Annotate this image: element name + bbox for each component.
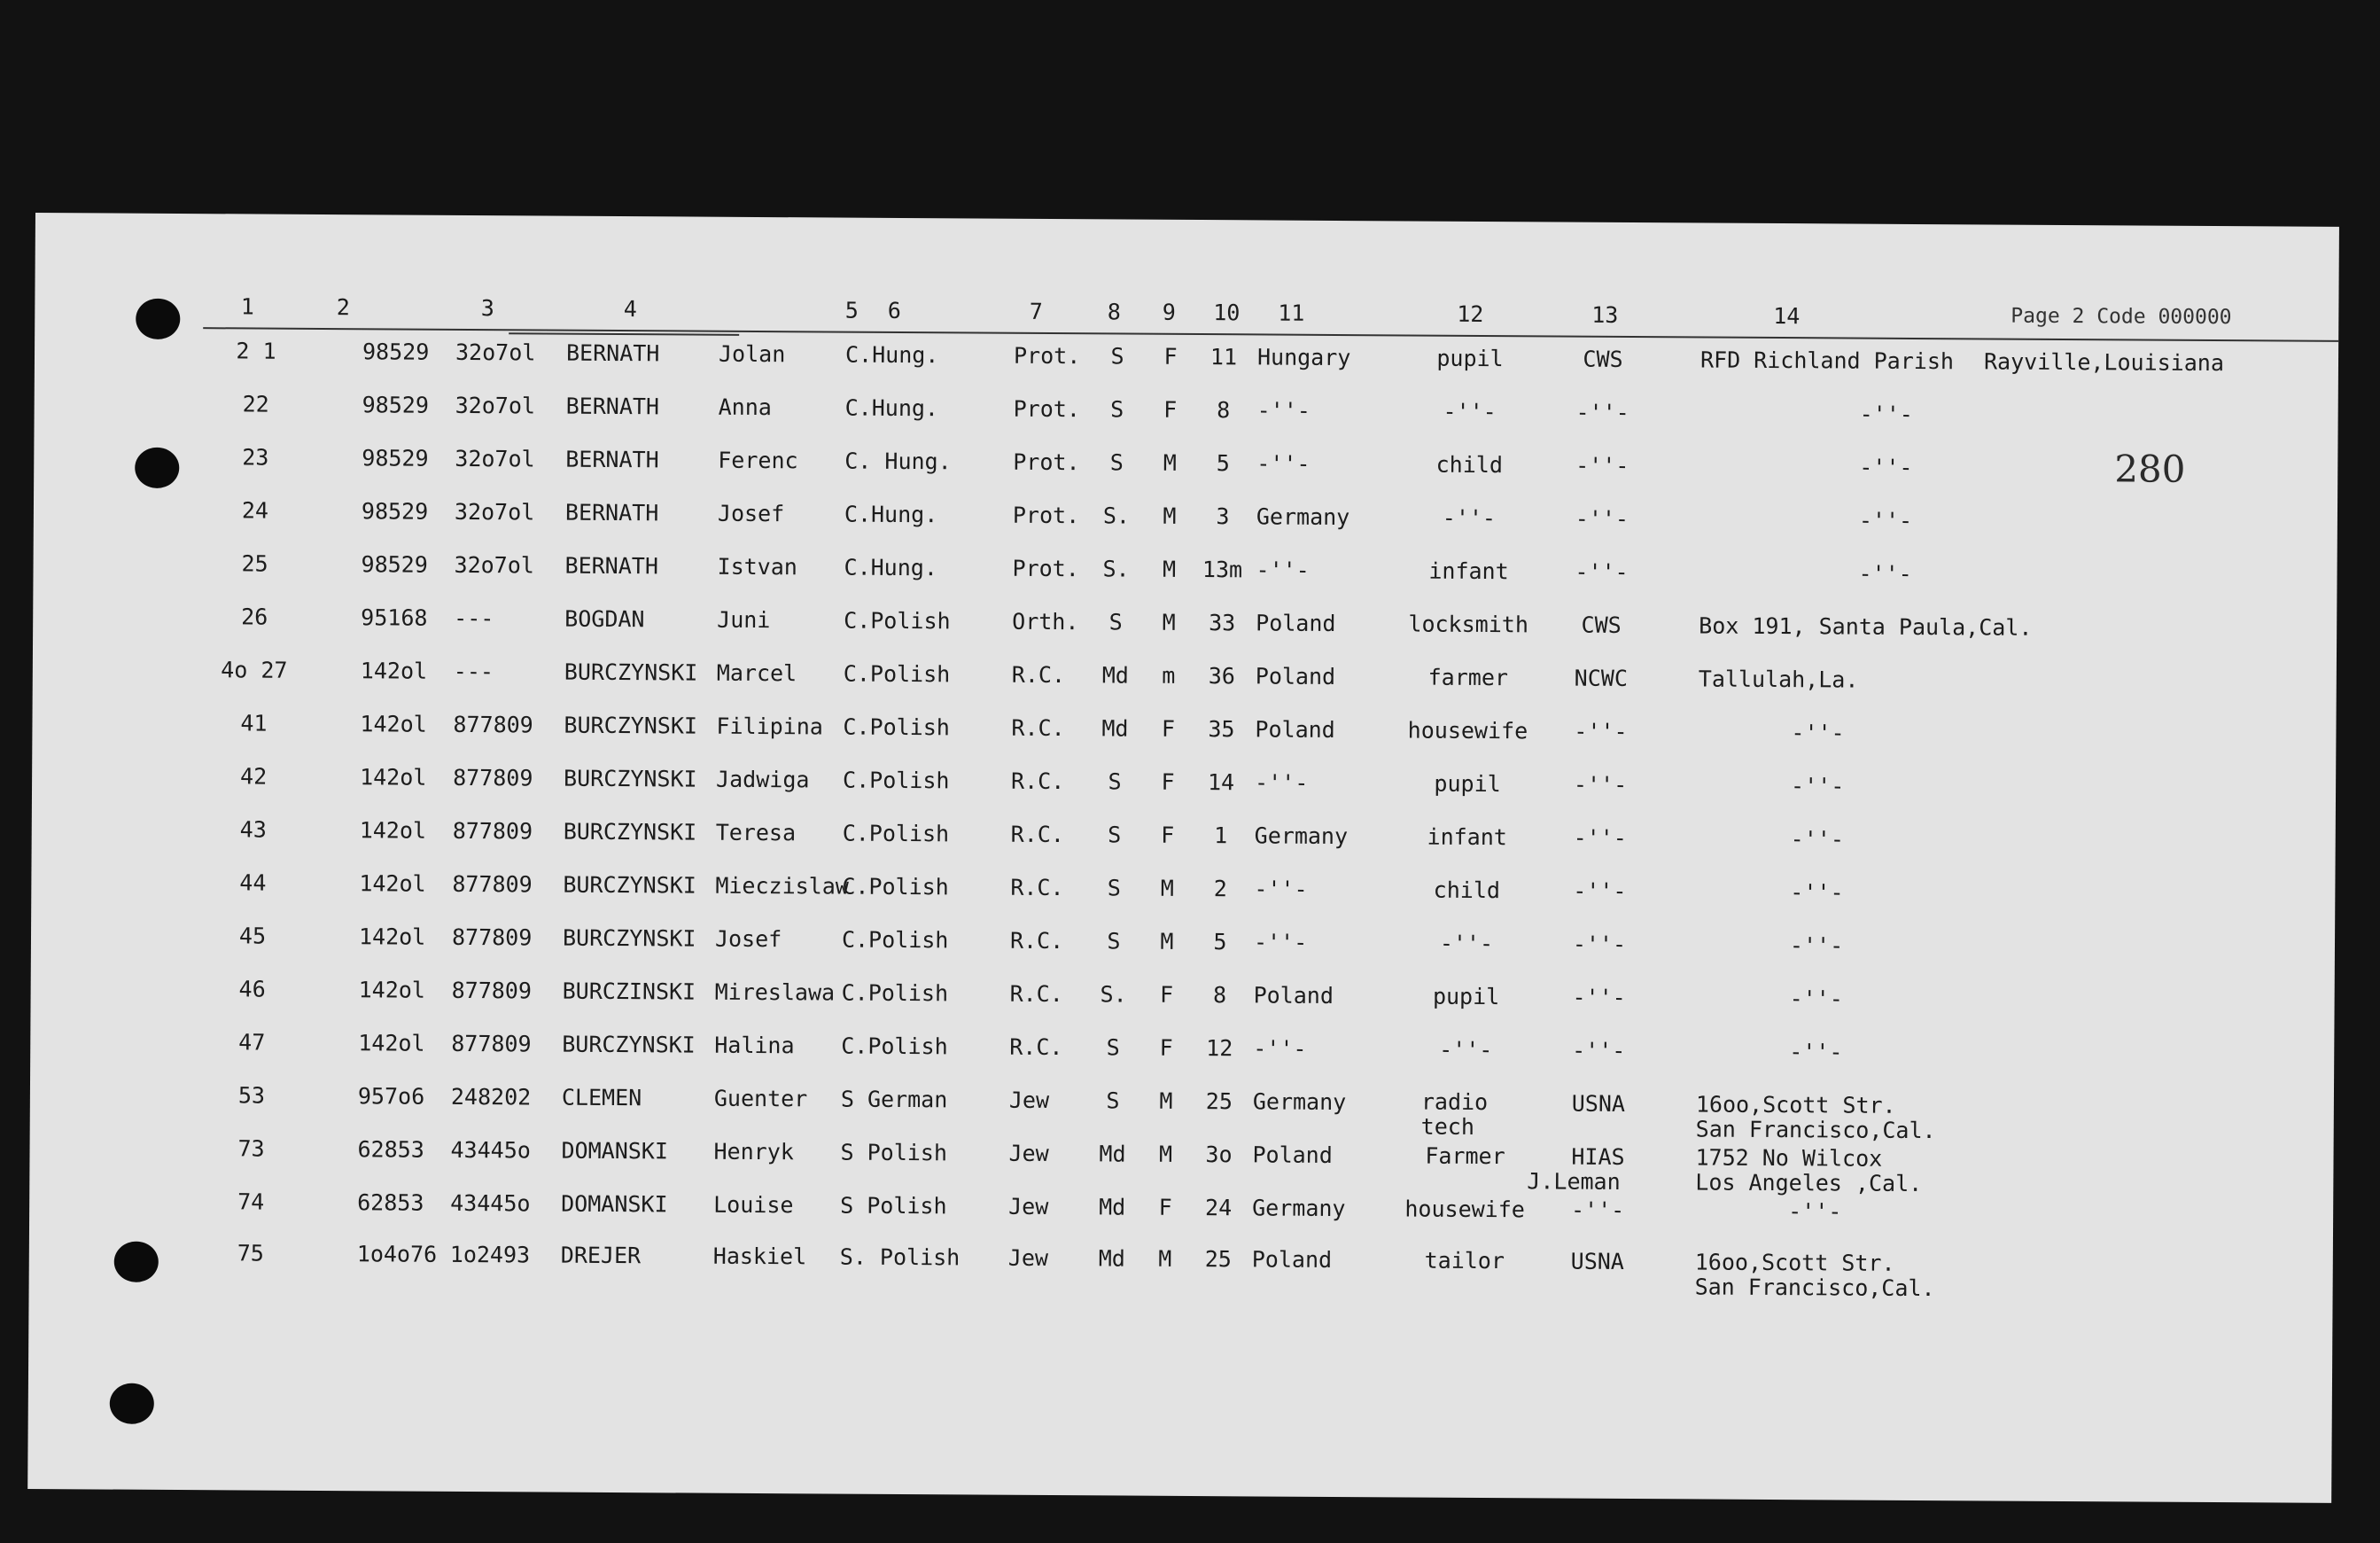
sex: F <box>1160 981 1174 1008</box>
given-name: Henryk <box>713 1138 794 1165</box>
marital-status: Md <box>1098 1245 1125 1272</box>
sex: F <box>1163 343 1178 370</box>
nationality: S German <box>840 1086 948 1113</box>
destination: -''- <box>1790 826 1845 853</box>
destination-extra: Rayville,Louisiana <box>1983 348 2225 377</box>
surname: BURCZYNSKI <box>563 818 697 846</box>
birth-country: Germany <box>1252 1195 1346 1222</box>
case-number: 95168 <box>361 604 428 631</box>
table-row <box>30 1028 2334 1092</box>
given-name: Josef <box>717 500 785 527</box>
birth-country: Poland <box>1252 1142 1333 1168</box>
given-name: Mieczislaw <box>715 872 849 900</box>
destination: Tallulah,La. <box>1698 666 1859 693</box>
age: 8 <box>1213 982 1227 1009</box>
birth-country: Germany <box>1256 503 1350 531</box>
nationality: C.Polish <box>841 1033 948 1060</box>
row-number: 24 <box>241 497 269 524</box>
age: 5 <box>1213 929 1227 955</box>
sex: F <box>1163 396 1178 423</box>
nationality: C.Hung. <box>844 554 938 581</box>
sex: m <box>1162 662 1176 689</box>
row-number: 42 <box>239 763 268 790</box>
destination: -''- <box>1858 507 1913 534</box>
religion: Jew <box>1008 1193 1049 1220</box>
surname: BERNATH <box>564 499 659 526</box>
sex: F <box>1161 768 1175 795</box>
surname: BURCZYNSKI <box>564 659 698 686</box>
column-number: 9 <box>1162 299 1176 325</box>
row-number: 2 1 <box>236 338 276 364</box>
age: 14 <box>1207 769 1235 796</box>
table-row <box>33 549 2337 613</box>
marital-status: S <box>1109 449 1124 476</box>
birth-country: -''- <box>1256 557 1310 583</box>
nationality: C.Polish <box>841 926 949 954</box>
occupation: child <box>1433 877 1501 904</box>
table-row <box>30 1081 2334 1145</box>
birth-country: Poland <box>1256 610 1336 636</box>
destination: Box 191, Santa Paula,Cal. <box>1699 612 2033 641</box>
document-number: 877809 <box>451 977 533 1004</box>
occupation: pupil <box>1436 345 1504 372</box>
document-number: 43445o <box>450 1189 531 1217</box>
religion: R.C. <box>1011 714 1065 742</box>
given-name: Mireslawa <box>714 978 836 1006</box>
given-name: Ferenc <box>718 447 798 474</box>
nationality: C.Polish <box>841 979 949 1007</box>
case-number: 142ol <box>360 711 427 737</box>
agency: -''- <box>1575 399 1629 425</box>
age: 35 <box>1208 716 1235 743</box>
birth-country: Germany <box>1254 822 1349 850</box>
religion: Orth. <box>1012 608 1079 635</box>
birth-country: -''- <box>1253 929 1308 955</box>
given-name: Marcel <box>716 659 797 687</box>
sex: M <box>1163 503 1177 529</box>
age: 5 <box>1216 450 1230 477</box>
surname: DOMANSKI <box>561 1190 668 1218</box>
sex: M <box>1158 1141 1173 1167</box>
occupation: tailor <box>1424 1247 1505 1274</box>
given-name: Filipina <box>716 713 823 740</box>
nationality: C.Polish <box>842 873 949 900</box>
table-row <box>29 1134 2333 1198</box>
column-number: 7 <box>1029 298 1043 324</box>
case-number: 98529 <box>362 339 430 365</box>
religion: Prot. <box>1013 448 1080 476</box>
birth-country: Poland <box>1251 1246 1333 1273</box>
table-row <box>35 337 2338 401</box>
punch-hole <box>136 299 180 339</box>
case-number: 98529 <box>362 392 430 418</box>
row-number: 45 <box>238 923 267 949</box>
row-number: 46 <box>238 976 266 1002</box>
religion: R.C. <box>1011 661 1066 689</box>
case-number: 142ol <box>359 817 427 844</box>
surname: BURCZYNSKI <box>563 871 696 899</box>
marital-status: S <box>1108 609 1123 635</box>
age: 33 <box>1209 610 1236 636</box>
case-number: 62853 <box>357 1189 424 1216</box>
column-number: 6 <box>887 297 901 323</box>
case-number: 98529 <box>361 551 428 578</box>
surname: BURCZYNSKI <box>564 765 697 792</box>
column-number: 4 <box>623 296 637 323</box>
table-row <box>31 869 2335 932</box>
age: 36 <box>1208 663 1235 690</box>
page-stamp-number: 280 <box>2114 447 2186 491</box>
table-row <box>34 443 2337 507</box>
destination: -''- <box>1859 454 1913 480</box>
case-number: 142ol <box>360 764 427 791</box>
birth-country: -''- <box>1254 876 1308 902</box>
row-number: 4o 27 <box>221 657 288 683</box>
birth-country: -''- <box>1256 397 1311 424</box>
document-number: 32o7ol <box>455 445 535 472</box>
birth-country: Germany <box>1252 1088 1347 1116</box>
destination: -''- <box>1789 1039 1843 1065</box>
agency: CWS <box>1581 612 1622 638</box>
surname: BERNATH <box>564 552 659 580</box>
age: 24 <box>1205 1195 1233 1221</box>
column-number: 5 <box>844 297 859 323</box>
nationality: C.Polish <box>843 767 950 794</box>
marital-status: S <box>1110 343 1124 370</box>
document-number: 877809 <box>453 711 533 738</box>
destination-line-2: San Francisco,Cal. <box>1694 1274 1935 1302</box>
marital-status: S. <box>1102 556 1130 582</box>
marital-status: S <box>1107 875 1121 901</box>
religion: R.C. <box>1009 1033 1063 1061</box>
punch-hole <box>110 1383 154 1424</box>
surname: BURCZYNSKI <box>562 924 696 952</box>
birth-country: Poland <box>1253 982 1334 1009</box>
column-number: 14 <box>1773 302 1801 330</box>
destination: RFD Richland Parish <box>1699 347 1955 375</box>
surname: BOGDAN <box>564 605 645 633</box>
document-number: 43445o <box>450 1136 531 1164</box>
table-row <box>34 496 2337 560</box>
row-number: 44 <box>239 869 267 896</box>
column-number: 11 <box>1278 300 1305 326</box>
row-number: 73 <box>237 1135 265 1162</box>
document-number: --- <box>454 604 494 632</box>
column-number: 2 <box>336 294 350 321</box>
nationality: C.Polish <box>844 607 951 635</box>
occupation: radio tech <box>1420 1088 1489 1140</box>
sex: M <box>1162 556 1177 582</box>
agency: -''- <box>1575 505 1629 532</box>
case-number: 142ol <box>358 923 426 950</box>
nationality: C.Hung. <box>844 501 938 528</box>
table-row <box>33 603 2337 666</box>
row-number: 43 <box>239 816 267 843</box>
religion: R.C. <box>1009 980 1063 1008</box>
surname: BURCZYNSKI <box>564 712 698 739</box>
religion: Jew <box>1007 1244 1049 1272</box>
birth-country: -''- <box>1256 450 1311 477</box>
surname: CLEMEN <box>561 1084 642 1111</box>
occupation: infant <box>1428 557 1509 585</box>
given-name: Louise <box>713 1191 794 1219</box>
header-rule <box>509 332 739 336</box>
sex: M <box>1160 875 1174 901</box>
document-number: 32o7ol <box>454 551 534 579</box>
destination-extra: J.Leman <box>1527 1168 1621 1195</box>
age: 25 <box>1205 1088 1233 1115</box>
age: 1 <box>1214 822 1228 849</box>
column-number: 12 <box>1457 300 1484 327</box>
birth-country: Poland <box>1255 663 1336 690</box>
table-row <box>30 975 2334 1039</box>
case-number: 62853 <box>357 1136 424 1163</box>
document-number: 32o7ol <box>455 392 536 419</box>
given-name: Haskiel <box>712 1243 807 1270</box>
table-row <box>32 762 2336 826</box>
age: 11 <box>1209 344 1238 370</box>
religion: Prot. <box>1013 395 1081 423</box>
destination: -''- <box>1790 879 1844 906</box>
document-number: 32o7ol <box>454 498 535 526</box>
given-name: Josef <box>714 925 782 953</box>
sex: F <box>1159 1034 1173 1061</box>
occupation: farmer <box>1427 664 1509 691</box>
age: 3 <box>1216 503 1230 530</box>
occupation: -''- <box>1442 504 1497 532</box>
agency: USNA <box>1570 1248 1625 1274</box>
row-number: 74 <box>237 1188 265 1215</box>
row-number: 23 <box>242 444 269 471</box>
document-number: 877809 <box>452 817 533 845</box>
column-number: 1 <box>240 293 254 320</box>
religion: Prot. <box>1013 342 1081 370</box>
nationality: S Polish <box>840 1139 948 1166</box>
occupation: housewife <box>1407 717 1528 744</box>
agency: -''- <box>1573 877 1627 904</box>
destination-line-2: San Francisco,Cal. <box>1695 1116 1936 1144</box>
surname: DOMANSKI <box>561 1137 669 1165</box>
sex: M <box>1159 1087 1173 1114</box>
given-name: Anna <box>718 394 772 421</box>
case-number: 1o4o76 <box>356 1241 438 1267</box>
destination: 16oo,Scott Str. <box>1694 1249 1895 1276</box>
sex: F <box>1161 822 1175 848</box>
occupation: child <box>1435 451 1504 479</box>
marital-status: Md <box>1101 715 1129 742</box>
agency: -''- <box>1575 452 1629 479</box>
occupation: pupil <box>1434 770 1501 798</box>
agency: -''- <box>1572 931 1627 957</box>
religion: Prot. <box>1012 555 1079 582</box>
religion: Jew <box>1008 1087 1050 1114</box>
age: 12 <box>1206 1035 1233 1062</box>
nationality: C.Polish <box>842 820 950 847</box>
religion: R.C. <box>1010 874 1064 901</box>
agency: -''- <box>1573 824 1627 851</box>
sex: M <box>1162 609 1176 635</box>
case-number: 98529 <box>362 445 429 471</box>
given-name: Istvan <box>717 553 797 581</box>
occupation: -''- <box>1439 1036 1493 1064</box>
case-number: 142ol <box>358 977 426 1003</box>
destination: -''- <box>1788 1198 1842 1225</box>
document-number: 1o2493 <box>449 1241 531 1268</box>
document-number: 877809 <box>451 1030 532 1057</box>
agency: USNA <box>1571 1090 1626 1117</box>
religion: R.C. <box>1011 768 1065 795</box>
age: 2 <box>1213 876 1227 902</box>
sex: M <box>1158 1245 1172 1272</box>
table-row <box>34 390 2337 454</box>
marital-status: S <box>1107 928 1121 955</box>
document-page <box>27 213 2339 1503</box>
document-number: 877809 <box>451 923 533 951</box>
row-number: 22 <box>242 391 269 417</box>
row-number: 75 <box>237 1240 264 1266</box>
destination: 1752 No Wilcox <box>1695 1144 1883 1172</box>
row-number: 25 <box>241 550 268 577</box>
age: 13m <box>1202 557 1243 583</box>
case-number: 142ol <box>358 1030 425 1056</box>
document-number: 877809 <box>452 870 533 898</box>
surname: BERNATH <box>565 393 660 420</box>
sex: M <box>1163 449 1177 476</box>
religion: R.C. <box>1010 821 1065 848</box>
nationality: C.Polish <box>843 713 950 741</box>
column-number: 13 <box>1591 301 1619 328</box>
agency: -''- <box>1572 984 1626 1010</box>
birth-country: Hungary <box>1256 344 1351 371</box>
marital-status: S <box>1106 1034 1120 1061</box>
table-row <box>31 922 2335 986</box>
age: 25 <box>1204 1246 1232 1273</box>
marital-status: Md <box>1099 1141 1126 1167</box>
birth-country: Poland <box>1255 716 1335 743</box>
occupation: Farmer <box>1425 1142 1505 1170</box>
sex: M <box>1160 928 1174 955</box>
column-number: 8 <box>1107 299 1121 325</box>
case-number: 957o6 <box>357 1083 425 1110</box>
age: 3o <box>1205 1142 1233 1168</box>
destination: -''- <box>1789 932 1844 959</box>
marital-status: S <box>1106 1087 1120 1114</box>
marital-status: Md <box>1101 662 1129 689</box>
nationality: C.Polish <box>843 660 951 688</box>
nationality: C.Hung. <box>844 341 939 369</box>
nationality: C.Hung. <box>844 394 939 422</box>
agency: HIAS <box>1571 1143 1625 1170</box>
agency: -''- <box>1574 718 1628 744</box>
destination: -''- <box>1789 986 1843 1012</box>
occupation: infant <box>1427 823 1507 851</box>
column-number: 10 <box>1213 300 1241 326</box>
agency: -''- <box>1572 1037 1626 1064</box>
marital-status: S <box>1108 822 1122 848</box>
agency: NCWC <box>1574 665 1629 691</box>
destination: -''- <box>1791 720 1845 746</box>
given-name: Juni <box>717 606 771 634</box>
religion: Jew <box>1008 1140 1049 1167</box>
nationality: S. Polish <box>839 1243 961 1271</box>
given-name: Jadwiga <box>716 766 810 793</box>
table-row <box>32 815 2336 879</box>
nationality: C. Hung. <box>844 448 952 475</box>
agency: CWS <box>1583 346 1623 372</box>
table-row <box>33 656 2337 720</box>
occupation: -''- <box>1443 398 1497 425</box>
surname: BURCZYNSKI <box>562 1031 696 1058</box>
case-number: 98529 <box>361 498 429 525</box>
agency: -''- <box>1570 1196 1625 1223</box>
surname: BURCZINSKI <box>562 978 696 1005</box>
marital-status: S <box>1110 396 1124 423</box>
marital-status: S <box>1108 768 1122 795</box>
given-name: Guenter <box>713 1085 808 1112</box>
occupation: housewife <box>1404 1196 1525 1223</box>
nationality: S Polish <box>840 1192 947 1220</box>
occupation: locksmith <box>1408 611 1529 638</box>
agency: -''- <box>1573 771 1628 798</box>
table-row <box>32 709 2336 773</box>
row-number: 26 <box>241 604 268 630</box>
case-number: 142ol <box>360 658 428 684</box>
document-number: 32o7ol <box>455 339 536 366</box>
religion: R.C. <box>1009 927 1064 955</box>
column-number: 3 <box>480 295 494 322</box>
birth-country: -''- <box>1255 769 1309 796</box>
given-name: Jolan <box>718 340 786 368</box>
page-reference: Page 2 Code 000000 <box>2011 304 2232 330</box>
destination: 16oo,Scott Str. <box>1695 1091 1896 1118</box>
surname: BERNATH <box>565 339 660 367</box>
document-number: --- <box>453 658 494 685</box>
marital-status: S. <box>1102 503 1131 529</box>
sex: F <box>1158 1194 1172 1220</box>
destination: -''- <box>1790 773 1845 799</box>
given-name: Teresa <box>715 819 797 846</box>
row-number: 47 <box>238 1029 266 1056</box>
case-number: 142ol <box>359 870 426 897</box>
surname: BERNATH <box>565 446 659 473</box>
agency: -''- <box>1575 558 1629 585</box>
row-number: 41 <box>240 710 268 736</box>
birth-country: -''- <box>1253 1035 1307 1062</box>
religion: Prot. <box>1012 502 1080 529</box>
destination-line-2: Los Angeles ,Cal. <box>1695 1169 1923 1197</box>
destination: -''- <box>1859 401 1913 427</box>
marital-status: Md <box>1099 1194 1126 1220</box>
destination: -''- <box>1858 560 1912 587</box>
sex: F <box>1161 715 1176 742</box>
row-number: 53 <box>237 1082 266 1109</box>
document-number: 877809 <box>453 764 533 791</box>
occupation: -''- <box>1439 930 1494 957</box>
given-name: Halina <box>714 1032 795 1059</box>
surname: DREJER <box>560 1242 642 1269</box>
marital-status: S. <box>1100 981 1127 1008</box>
document-number: 248202 <box>450 1083 532 1110</box>
occupation: pupil <box>1432 983 1500 1010</box>
age: 8 <box>1217 397 1231 424</box>
